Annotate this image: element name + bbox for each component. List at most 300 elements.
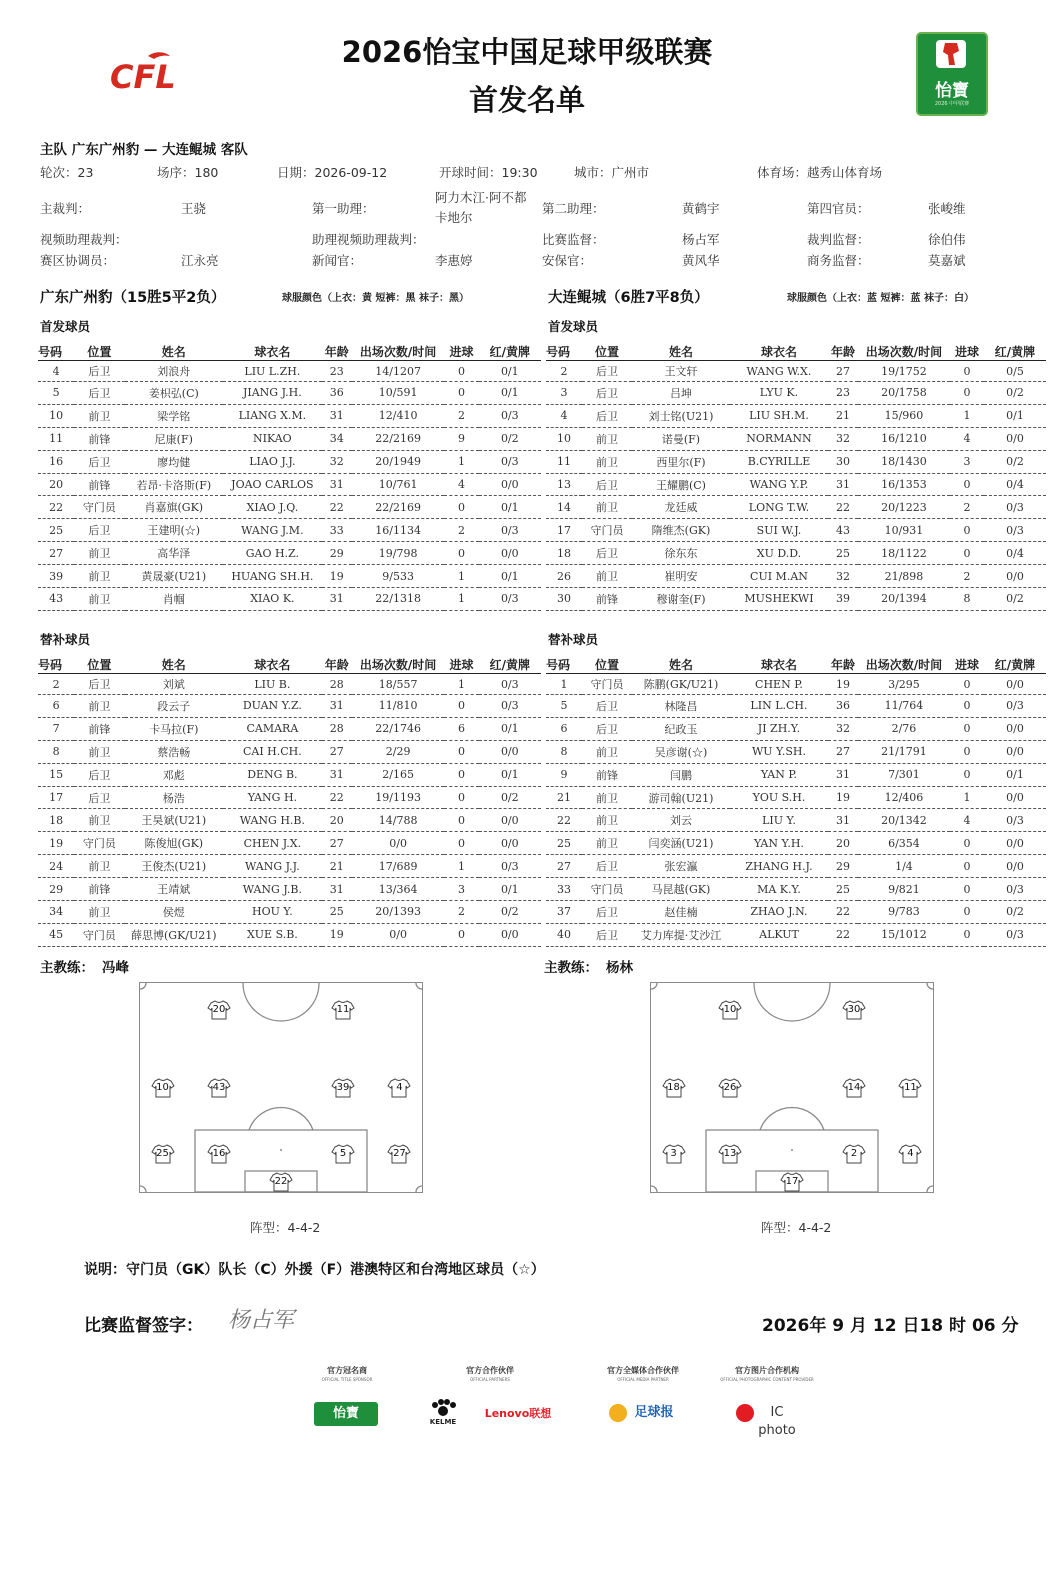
var-label: 视频助理裁判： [40, 232, 128, 247]
table-row [38, 519, 541, 542]
cell-name: 穆谢奎(F) [632, 588, 730, 611]
pitch-markings [140, 983, 422, 1192]
cell-age: 34 [322, 427, 352, 450]
cell-number: 7 [38, 717, 74, 740]
cell-goals: 2 [444, 901, 478, 924]
cell-cards: 0/2 [479, 786, 541, 809]
cell-apps-minutes: 21/898 [858, 565, 950, 588]
cell-position: 前锋 [582, 763, 632, 786]
cell-shirt-name: LIANG X.M. [223, 404, 322, 427]
cell-number: 40 [546, 923, 582, 946]
away-coach: 杨林 [606, 960, 633, 976]
cell-name: 刘云 [632, 809, 730, 832]
referee-assessor: 徐伯伟 [928, 232, 966, 247]
cell-goals: 4 [950, 809, 984, 832]
cell-goals: 0 [444, 542, 478, 565]
cell-number: 14 [546, 496, 582, 519]
col-header-age: 年龄 [828, 655, 858, 674]
cell-age: 28 [322, 674, 352, 695]
col-header-number: 号码 [546, 342, 582, 361]
cell-position: 前锋 [582, 588, 632, 611]
cell-name: 刘浪舟 [125, 361, 224, 382]
home-formation-pitch [139, 982, 423, 1193]
cell-shirt-name: CUI M.AN [730, 565, 828, 588]
col-header-name: 姓名 [125, 655, 224, 674]
cell-number: 1 [546, 674, 582, 695]
shirt-number: 4 [396, 1081, 403, 1093]
cell-name: 龙廷威 [632, 496, 730, 519]
cell-number: 18 [38, 809, 74, 832]
away-starters-table [546, 342, 1046, 611]
cell-position: 前卫 [74, 404, 124, 427]
cell-age: 31 [828, 809, 858, 832]
cell-position: 守门员 [582, 674, 632, 695]
cell-name: 黄晟豪(U21) [125, 565, 224, 588]
cell-goals: 0 [950, 832, 984, 855]
cell-number: 4 [38, 361, 74, 382]
cell-age: 27 [322, 832, 352, 855]
cell-age: 36 [828, 695, 858, 718]
cell-age: 19 [322, 565, 352, 588]
table-row [546, 878, 1046, 901]
shirt-number: 39 [336, 1081, 350, 1093]
cell-position: 前锋 [74, 878, 124, 901]
cell-apps-minutes: 18/557 [352, 674, 445, 695]
table-row [546, 674, 1046, 695]
cell-name: 徐东东 [632, 542, 730, 565]
kickoff-time: 开球时间：19:30 [439, 165, 538, 180]
shirt-number: 3 [670, 1148, 677, 1160]
cell-age: 27 [322, 740, 352, 763]
cell-apps-minutes: 22/1318 [352, 588, 445, 611]
cell-cards: 0/1 [479, 565, 541, 588]
cell-goals: 2 [950, 496, 984, 519]
cell-number: 2 [546, 361, 582, 382]
cell-name: 蔡浩畅 [125, 740, 224, 763]
cell-apps-minutes: 10/761 [352, 473, 445, 496]
cell-position: 前锋 [74, 427, 124, 450]
cell-number: 39 [38, 565, 74, 588]
cell-number: 5 [546, 695, 582, 718]
cell-goals: 3 [950, 450, 984, 473]
security-officer-label: 安保官： [542, 253, 593, 268]
col-header-shirt-name: 球衣名 [730, 342, 828, 361]
shirt-number: 26 [723, 1081, 737, 1093]
table-row [38, 450, 541, 473]
cell-goals: 0 [444, 923, 478, 946]
table-row [38, 695, 541, 718]
shirt-number: 11 [904, 1081, 917, 1093]
cell-position: 前卫 [74, 855, 124, 878]
cell-age: 23 [828, 382, 858, 405]
svg-text:CFL: CFL [110, 58, 176, 94]
commercial-supervisor-label: 商务监督： [807, 253, 870, 268]
cell-apps-minutes: 22/2169 [352, 427, 445, 450]
player-shirt [331, 1144, 355, 1164]
cell-position: 前卫 [74, 901, 124, 924]
cell-number: 8 [38, 740, 74, 763]
cell-position: 前锋 [74, 717, 124, 740]
cell-position: 后卫 [582, 404, 632, 427]
ic-photo-logo: IC photo [758, 1405, 796, 1438]
table-row [546, 786, 1046, 809]
badge-text: 怡寶 [935, 81, 969, 101]
cell-goals: 4 [950, 427, 984, 450]
cell-name: 侯煜 [125, 901, 224, 924]
table-row [38, 717, 541, 740]
commercial-supervisor: 莫嘉斌 [928, 253, 966, 268]
cell-cards: 0/0 [984, 427, 1046, 450]
cell-shirt-name: XUE S.B. [223, 923, 322, 946]
cell-apps-minutes: 18/1430 [858, 450, 950, 473]
shirt-number: 17 [785, 1176, 799, 1187]
cell-apps-minutes: 12/410 [352, 404, 445, 427]
shirt-number: 10 [156, 1081, 169, 1093]
cell-age: 31 [322, 763, 352, 786]
cell-position: 后卫 [74, 674, 124, 695]
shirt-number: 30 [847, 1004, 861, 1016]
cell-age: 20 [322, 809, 352, 832]
table-row [38, 786, 541, 809]
cell-goals: 0 [444, 832, 478, 855]
cell-cards: 0/5 [984, 361, 1046, 382]
col-header-apps-minutes: 出场次数/时间 [352, 342, 445, 361]
table-row [546, 832, 1046, 855]
avar-label: 助理视频助理裁判： [312, 232, 425, 247]
player-shirt [269, 1172, 293, 1192]
cell-apps-minutes: 16/1353 [858, 473, 950, 496]
cell-cards: 0/2 [984, 450, 1046, 473]
cell-number: 18 [546, 542, 582, 565]
cell-goals: 1 [444, 588, 478, 611]
cell-goals: 1 [444, 565, 478, 588]
cell-number: 45 [38, 923, 74, 946]
cell-goals: 1 [950, 404, 984, 427]
cell-name: 张宏瀛 [632, 855, 730, 878]
cell-number: 37 [546, 901, 582, 924]
cell-number: 17 [546, 519, 582, 542]
shirt-number: 14 [847, 1081, 861, 1093]
cell-shirt-name: XU D.D. [730, 542, 828, 565]
match-teams: 主队 广东广州豹 — 大连鲲城 客队 [40, 142, 248, 158]
cell-cards: 0/0 [479, 809, 541, 832]
cell-goals: 0 [950, 923, 984, 946]
cell-goals: 0 [950, 901, 984, 924]
table-row [38, 923, 541, 946]
cell-number: 24 [38, 855, 74, 878]
cell-position: 后卫 [582, 717, 632, 740]
col-header-age: 年龄 [828, 342, 858, 361]
cell-position: 后卫 [582, 923, 632, 946]
cell-goals: 1 [950, 786, 984, 809]
table-row [38, 565, 541, 588]
cell-age: 27 [828, 361, 858, 382]
cell-goals: 0 [950, 740, 984, 763]
fourth-official-label: 第四官员： [807, 201, 870, 216]
cell-apps-minutes: 17/689 [352, 855, 445, 878]
cell-age: 39 [828, 588, 858, 611]
fourth-official: 张峻维 [928, 201, 966, 216]
cell-shirt-name: JIANG J.H. [223, 382, 322, 405]
player-shirt [718, 1144, 742, 1164]
table-row [546, 473, 1046, 496]
cell-cards: 0/3 [479, 695, 541, 718]
cell-cards: 0/3 [984, 519, 1046, 542]
cell-cards: 0/1 [984, 763, 1046, 786]
cell-apps-minutes: 2/165 [352, 763, 445, 786]
cell-apps-minutes: 9/533 [352, 565, 445, 588]
cell-cards: 0/3 [479, 855, 541, 878]
col-header-apps-minutes: 出场次数/时间 [858, 655, 950, 674]
cell-goals: 6 [444, 717, 478, 740]
shirt-number: 4 [907, 1148, 914, 1160]
cell-position: 后卫 [74, 382, 124, 405]
match-number: 场序：180 [157, 165, 219, 180]
table-row [546, 923, 1046, 946]
press-officer: 李惠婷 [435, 253, 473, 268]
cell-cards: 0/0 [479, 832, 541, 855]
referee: 王骁 [181, 201, 207, 216]
cell-age: 19 [828, 674, 858, 695]
cell-position: 前锋 [74, 473, 124, 496]
cell-age: 31 [322, 695, 352, 718]
cell-apps-minutes: 0/0 [352, 923, 445, 946]
cell-number: 19 [38, 832, 74, 855]
cell-age: 29 [828, 855, 858, 878]
player-shirt [842, 1144, 866, 1164]
sponsor-badge [916, 32, 988, 116]
cell-apps-minutes: 2/76 [858, 717, 950, 740]
cell-goals: 0 [950, 361, 984, 382]
col-header-position: 位置 [582, 655, 632, 674]
cell-age: 36 [322, 382, 352, 405]
cell-number: 25 [546, 832, 582, 855]
player-shirt [151, 1144, 175, 1164]
cell-cards: 0/1 [479, 382, 541, 405]
shirt-number: 2 [850, 1148, 858, 1160]
cell-name: 王耀鹏(C) [632, 473, 730, 496]
cell-name: 刘士铭(U21) [632, 404, 730, 427]
cell-goals: 0 [444, 496, 478, 519]
table-row [38, 901, 541, 924]
cell-name: 艾力库提·艾沙江 [632, 923, 730, 946]
cell-cards: 0/0 [984, 674, 1046, 695]
coordinator: 江永亮 [181, 253, 219, 268]
cell-shirt-name: CHEN J.X. [223, 832, 322, 855]
player-shirt [718, 1078, 742, 1098]
cell-position: 前卫 [582, 809, 632, 832]
cell-shirt-name: XIAO J.Q. [223, 496, 322, 519]
cell-name: 隋维杰(GK) [632, 519, 730, 542]
shirt-number: 43 [212, 1081, 226, 1093]
cell-name: 闫奕涵(U21) [632, 832, 730, 855]
cell-shirt-name: JOAO CARLOS [223, 473, 322, 496]
cell-number: 29 [38, 878, 74, 901]
cell-age: 32 [828, 427, 858, 450]
badge-emblem-icon [936, 40, 966, 68]
away-team-name: 大连鲲城（6胜7平8负） [548, 290, 709, 306]
cell-age: 31 [828, 763, 858, 786]
commissioner: 杨占军 [682, 232, 720, 247]
cell-cards: 0/3 [479, 519, 541, 542]
table-row [546, 809, 1046, 832]
cell-goals: 0 [950, 717, 984, 740]
table-row [546, 361, 1046, 382]
cell-name: 西里尔(F) [632, 450, 730, 473]
cell-shirt-name: WU Y.SH. [730, 740, 828, 763]
security-officer: 黄风华 [682, 253, 720, 268]
cell-cards: 0/1 [479, 361, 541, 382]
pitch-markings [651, 983, 933, 1192]
cell-shirt-name: LIU SH.M. [730, 404, 828, 427]
cell-number: 3 [546, 382, 582, 405]
away-coach-label: 主教练： [544, 960, 598, 976]
cell-age: 22 [322, 786, 352, 809]
cell-position: 后卫 [582, 695, 632, 718]
cell-number: 4 [546, 404, 582, 427]
col-header-shirt-name: 球衣名 [223, 655, 322, 674]
yibao-logo: 怡寶 [314, 1402, 378, 1426]
cell-name: 林隆昌 [632, 695, 730, 718]
cell-shirt-name: YOU S.H. [730, 786, 828, 809]
cell-shirt-name: LIAO J.J. [223, 450, 322, 473]
cell-shirt-name: HOU Y. [223, 901, 322, 924]
col-header-age: 年龄 [322, 655, 352, 674]
cell-age: 22 [828, 901, 858, 924]
paw-icon [428, 1398, 458, 1418]
table-row [38, 763, 541, 786]
cell-name: 王建明(☆) [125, 519, 224, 542]
cell-age: 31 [322, 404, 352, 427]
table-row [546, 519, 1046, 542]
shirt-number: 18 [667, 1081, 680, 1093]
cell-name: 诺曼(F) [632, 427, 730, 450]
col-header-goals: 进球 [444, 342, 478, 361]
cell-number: 2 [38, 674, 74, 695]
signing-datetime: 2026年 9 月 12 日18 时 06 分 [762, 1316, 1019, 1336]
football-news-emblem-icon [609, 1404, 627, 1422]
table-row [38, 674, 541, 695]
cell-apps-minutes: 11/810 [352, 695, 445, 718]
home-formation: 阵型：4-4-2 [250, 1220, 321, 1235]
cell-name: 吕坤 [632, 382, 730, 405]
cell-position: 后卫 [74, 763, 124, 786]
cell-name: 梁学铭 [125, 404, 224, 427]
shirt-number: 13 [723, 1148, 737, 1160]
cell-number: 6 [38, 695, 74, 718]
sponsor-title-label: 官方冠名商 [327, 1366, 367, 1375]
cell-shirt-name: DENG B. [223, 763, 322, 786]
table-row [38, 832, 541, 855]
cell-age: 29 [322, 542, 352, 565]
cell-apps-minutes: 14/788 [352, 809, 445, 832]
home-coach-label: 主教练： [40, 960, 94, 976]
table-row [546, 542, 1046, 565]
cell-age: 25 [828, 542, 858, 565]
cell-goals: 0 [950, 519, 984, 542]
home-starters-table [38, 342, 541, 611]
home-coach: 冯峰 [102, 960, 129, 976]
shirt-number: 10 [723, 1004, 737, 1016]
cell-apps-minutes: 20/1342 [858, 809, 950, 832]
cell-number: 9 [546, 763, 582, 786]
cell-age: 33 [322, 519, 352, 542]
cell-shirt-name: ZHANG H.J. [730, 855, 828, 878]
cell-goals: 2 [444, 404, 478, 427]
table-row [38, 588, 541, 611]
cell-cards: 0/0 [984, 740, 1046, 763]
player-shirt [662, 1144, 686, 1164]
cell-apps-minutes: 6/354 [858, 832, 950, 855]
away-subs-label: 替补球员 [548, 632, 599, 647]
cell-number: 8 [546, 740, 582, 763]
table-row [38, 361, 541, 382]
col-header-number: 号码 [38, 655, 74, 674]
cell-position: 后卫 [582, 855, 632, 878]
cell-goals: 0 [444, 740, 478, 763]
cell-apps-minutes: 9/821 [858, 878, 950, 901]
table-row [546, 427, 1046, 450]
player-shirt [207, 1144, 231, 1164]
cell-age: 25 [828, 878, 858, 901]
cell-shirt-name: LONG T.W. [730, 496, 828, 519]
table-row [546, 717, 1046, 740]
cell-cards: 0/0 [984, 832, 1046, 855]
cell-age: 31 [322, 473, 352, 496]
player-shirt [331, 1000, 355, 1020]
player-shirt [387, 1144, 411, 1164]
cell-shirt-name: CHEN P. [730, 674, 828, 695]
player-shirt [898, 1144, 922, 1164]
signature-label: 比赛监督签字： [84, 1316, 203, 1336]
cell-cards: 0/2 [479, 901, 541, 924]
cell-cards: 0/4 [984, 473, 1046, 496]
cell-position: 后卫 [582, 542, 632, 565]
cell-shirt-name: HUANG SH.H. [223, 565, 322, 588]
cell-name: 段云子 [125, 695, 224, 718]
shirt-number: 27 [393, 1148, 406, 1160]
cell-apps-minutes: 20/1223 [858, 496, 950, 519]
shirt-number: 25 [156, 1148, 169, 1160]
city: 城市：广州市 [574, 165, 650, 180]
cell-name: 杨浩 [125, 786, 224, 809]
cell-apps-minutes: 1/4 [858, 855, 950, 878]
player-shirt [387, 1078, 411, 1098]
cell-apps-minutes: 16/1210 [858, 427, 950, 450]
cell-age: 22 [828, 923, 858, 946]
ar1-label: 第一助理： [312, 201, 375, 216]
cell-shirt-name: WANG J.M. [223, 519, 322, 542]
cell-goals: 0 [950, 542, 984, 565]
cell-cards: 0/3 [984, 923, 1046, 946]
cell-position: 前卫 [74, 565, 124, 588]
col-header-goals: 进球 [950, 655, 984, 674]
cell-number: 15 [38, 763, 74, 786]
cell-age: 25 [322, 901, 352, 924]
cell-shirt-name: SUI W.J. [730, 519, 828, 542]
cell-apps-minutes: 9/783 [858, 901, 950, 924]
col-header-number: 号码 [546, 655, 582, 674]
sponsor-title-sub: OFFICIAL TITLE SPONSOR [321, 1377, 373, 1382]
cell-age: 30 [828, 450, 858, 473]
cell-name: 高华泽 [125, 542, 224, 565]
home-team-name: 广东广州豹（15胜5平2负） [40, 290, 226, 306]
cell-apps-minutes: 7/301 [858, 763, 950, 786]
sponsor-partners-sub: OFFICIAL PARTNERS [470, 1377, 510, 1382]
cell-number: 22 [38, 496, 74, 519]
away-formation-pitch [650, 982, 934, 1193]
cell-age: 19 [322, 923, 352, 946]
